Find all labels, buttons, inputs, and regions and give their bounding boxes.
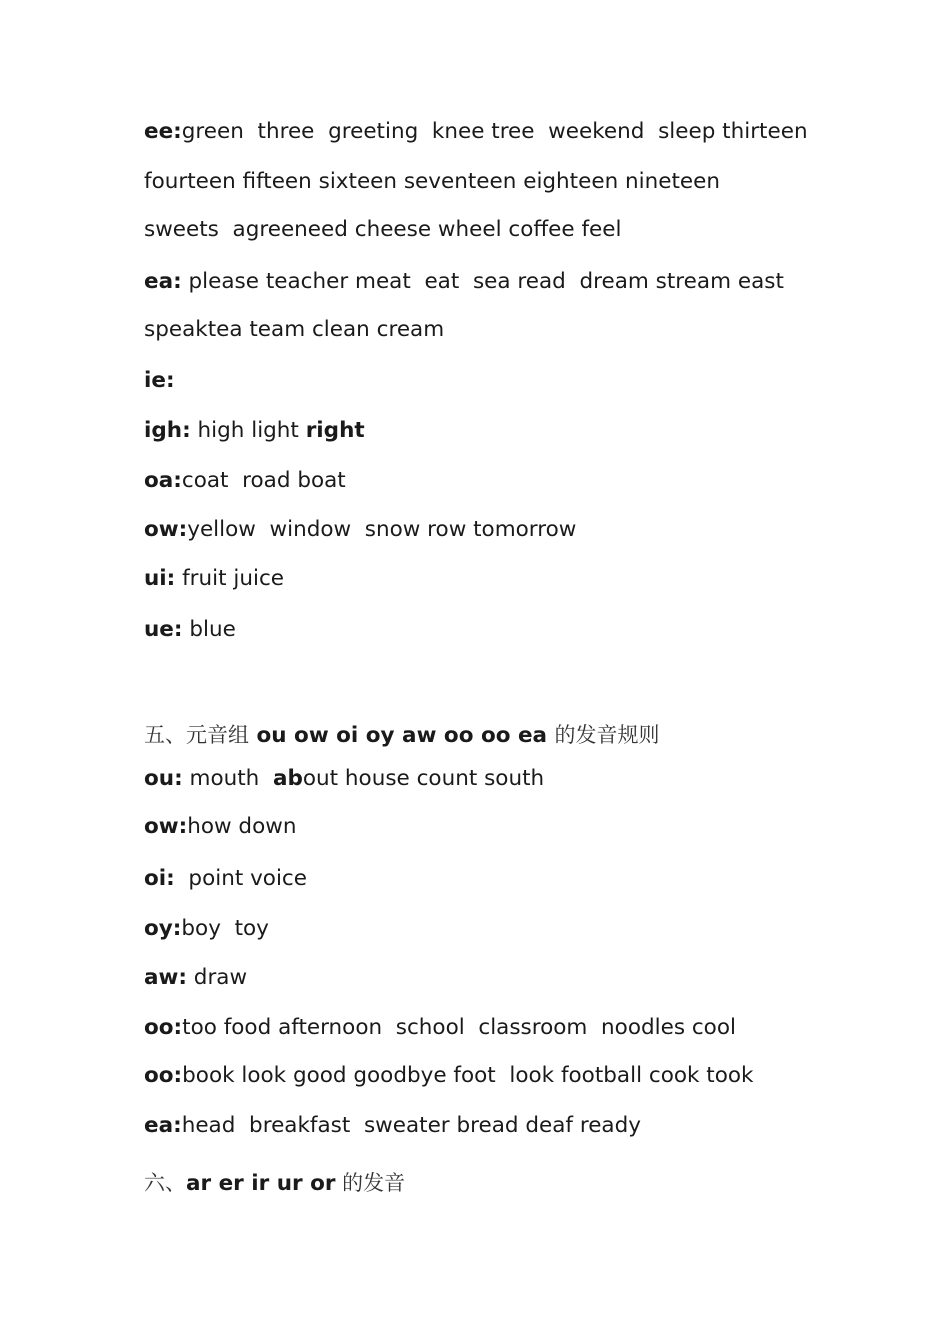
igh-line bbox=[144, 417, 365, 445]
ue-line bbox=[144, 616, 236, 644]
ea-line bbox=[144, 268, 784, 296]
ee-line bbox=[144, 118, 808, 146]
igh-bold-word: right bbox=[305, 418, 365, 443]
ui-key: ui: bbox=[144, 566, 176, 591]
section6-prefix: 六、 bbox=[144, 1171, 186, 1195]
ue-key: ue: bbox=[144, 617, 183, 642]
oo-words: too food afternoon school classroom noodles cool bbox=[182, 1015, 736, 1040]
ow-key: ow: bbox=[144, 517, 188, 542]
ow2-key: ow: bbox=[144, 814, 188, 839]
section5-prefix: 五、元音组 bbox=[144, 723, 249, 747]
oa-line bbox=[144, 467, 346, 495]
ow2-line bbox=[144, 813, 296, 841]
oo-line bbox=[144, 1014, 736, 1042]
ou-bold-part: ab bbox=[272, 766, 303, 791]
ie-line bbox=[144, 367, 175, 395]
ea-words: please teacher meat eat sea read dream stream east bbox=[181, 269, 784, 294]
section5-suffix: 的发音规则 bbox=[554, 723, 660, 747]
oa-words: coat road boat bbox=[181, 468, 346, 493]
ou-words-2: out house count south bbox=[302, 766, 545, 791]
igh-key: igh: bbox=[144, 418, 191, 443]
oo2-line bbox=[144, 1062, 753, 1090]
ea-key: ea: bbox=[144, 269, 182, 294]
oo-key: oo: bbox=[144, 1015, 183, 1040]
aw-key: aw: bbox=[144, 965, 187, 990]
ea-line-2 bbox=[144, 316, 444, 344]
ee-words: green three greeting knee tree weekend sleep thirteen bbox=[181, 119, 808, 144]
ou-words: mouth bbox=[182, 766, 273, 791]
ee-words-3: sweets agreeneed cheese wheel coffee feel bbox=[144, 217, 622, 242]
ow-words: yellow window snow row tomorrow bbox=[187, 517, 577, 542]
ui-words: fruit juice bbox=[175, 566, 285, 591]
ue-words: blue bbox=[182, 617, 236, 642]
ea2-words: head breakfast sweater bread deaf ready bbox=[181, 1113, 641, 1138]
ea2-key: ea: bbox=[144, 1113, 182, 1138]
section6-heading bbox=[144, 1169, 405, 1198]
igh-words: high light bbox=[190, 418, 306, 443]
ee-key: ee: bbox=[144, 119, 182, 144]
ie-key: ie: bbox=[144, 368, 175, 393]
aw-line bbox=[144, 964, 247, 992]
aw-words: draw bbox=[186, 965, 248, 990]
oo2-words: book look good goodbye foot look football cook took bbox=[182, 1063, 754, 1088]
oy-line bbox=[144, 915, 269, 943]
ee-line-3 bbox=[144, 216, 621, 244]
ui-line bbox=[144, 565, 284, 593]
oa-key: oa: bbox=[144, 468, 182, 493]
oi-key: oi: bbox=[144, 866, 175, 891]
section6-letters: ar er ir ur or bbox=[186, 1171, 336, 1196]
ee-line-2 bbox=[144, 168, 720, 196]
ea-words-2: speaktea team clean cream bbox=[144, 317, 445, 342]
section6-suffix: 的发音 bbox=[335, 1171, 406, 1195]
ee-words-2: fourteen fifteen sixteen seventeen eighteen nineteen bbox=[144, 169, 720, 194]
ow2-words: how down bbox=[187, 814, 297, 839]
oo2-key: oo: bbox=[144, 1063, 183, 1088]
oi-words: point voice bbox=[174, 866, 307, 891]
section5-heading bbox=[144, 721, 660, 750]
oy-words: boy toy bbox=[181, 916, 269, 941]
ou-key: ou: bbox=[144, 766, 183, 791]
oy-key: oy: bbox=[144, 916, 182, 941]
ow-line bbox=[144, 516, 576, 544]
ou-line bbox=[144, 765, 544, 793]
oi-line bbox=[144, 865, 307, 893]
section5-letters: ou ow oi oy aw oo oo ea bbox=[249, 723, 555, 748]
ea2-line bbox=[144, 1112, 641, 1140]
